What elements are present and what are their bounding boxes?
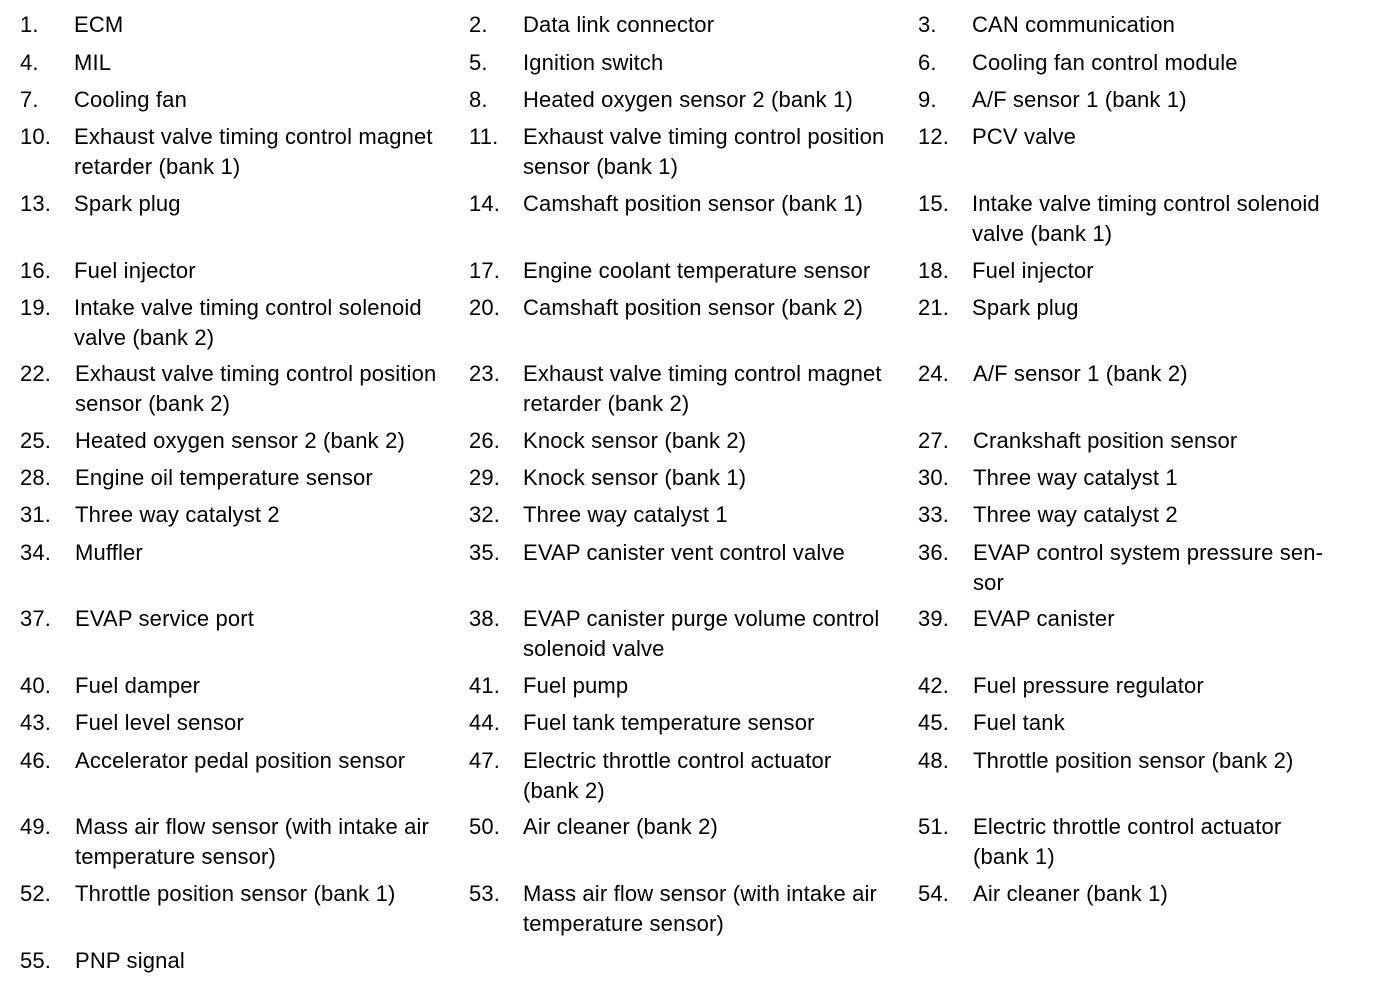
item-number: 19.: [20, 295, 52, 320]
item-number: 28.: [20, 465, 52, 490]
item-number: 6.: [918, 50, 937, 75]
item-label: Knock sensor (bank 1): [523, 465, 747, 490]
item-label: Cooling fan control module: [972, 50, 1238, 75]
item-label: Exhaust valve timing control magnet retarder (bank 1): [74, 124, 433, 179]
item-number: 13.: [20, 191, 52, 216]
item-label: Camshaft position sensor (bank 1): [523, 191, 863, 216]
item-label: Exhaust valve timing control magnet retarder (bank 2): [523, 361, 882, 416]
item-number: 51.: [918, 814, 950, 839]
item-number: 38.: [469, 606, 501, 631]
item-number: 20.: [469, 295, 501, 320]
item-number: 12.: [918, 124, 950, 149]
item-number: 22.: [20, 361, 52, 386]
item-number: 7.: [20, 87, 39, 112]
item-number: 39.: [918, 606, 950, 631]
item-number: 1.: [20, 12, 39, 37]
item-label: EVAP control system pressure sen- sor: [973, 540, 1324, 595]
item-label: Cooling fan: [74, 87, 187, 112]
item-label: Heated oxygen sensor 2 (bank 2): [75, 428, 405, 453]
item-label: Muffler: [75, 540, 143, 565]
item-number: 35.: [469, 540, 501, 565]
item-number: 18.: [918, 258, 950, 283]
item-number: 23.: [469, 361, 501, 386]
item-label: Data link connector: [523, 12, 715, 37]
item-label: Throttle position sensor (bank 2): [973, 748, 1294, 773]
item-label: EVAP service port: [75, 606, 255, 631]
item-label: Spark plug: [74, 191, 181, 216]
item-number: 5.: [469, 50, 488, 75]
item-number: 50.: [469, 814, 501, 839]
item-label: EVAP canister purge volume control solenoid valve: [523, 606, 880, 661]
item-label: Air cleaner (bank 2): [523, 814, 718, 839]
item-label: Three way catalyst 2: [973, 502, 1178, 527]
item-number: 15.: [918, 191, 950, 216]
item-label: Mass air flow sensor (with intake air temperature sensor): [75, 814, 429, 869]
item-label: Fuel tank temperature sensor: [523, 710, 815, 735]
item-number: 53.: [469, 881, 501, 906]
item-number: 10.: [20, 124, 52, 149]
item-label: CAN communication: [972, 12, 1176, 37]
item-label: Crankshaft position sensor: [973, 428, 1238, 453]
item-label: Electric throttle control actuator (bank 1): [973, 814, 1282, 869]
item-number: 17.: [469, 258, 501, 283]
item-label: EVAP canister: [973, 606, 1115, 631]
item-label: Three way catalyst 2: [75, 502, 280, 527]
item-number: 41.: [469, 673, 501, 698]
item-number: 2.: [469, 12, 488, 37]
item-label: Spark plug: [972, 295, 1079, 320]
item-label: Air cleaner (bank 1): [973, 881, 1168, 906]
item-label: Fuel level sensor: [75, 710, 244, 735]
item-label: Fuel injector: [972, 258, 1094, 283]
item-label: Fuel pressure regulator: [973, 673, 1204, 698]
item-label: Camshaft position sensor (bank 2): [523, 295, 863, 320]
item-label: EVAP canister vent control valve: [523, 540, 845, 565]
item-number: 11.: [469, 124, 499, 149]
item-label: Heated oxygen sensor 2 (bank 1): [523, 87, 853, 112]
item-label: PCV valve: [972, 124, 1077, 149]
item-number: 27.: [918, 428, 950, 453]
item-label: Mass air flow sensor (with intake air temperature sensor): [523, 881, 877, 936]
item-number: 49.: [20, 814, 52, 839]
item-number: 47.: [469, 748, 501, 773]
item-label: Intake valve timing control solenoid valve (bank 1): [972, 191, 1320, 246]
item-label: Ignition switch: [523, 50, 664, 75]
item-label: A/F sensor 1 (bank 2): [973, 361, 1188, 386]
item-label: Throttle position sensor (bank 1): [75, 881, 396, 906]
item-label: A/F sensor 1 (bank 1): [972, 87, 1187, 112]
item-label: Intake valve timing control solenoid valve (bank 2): [74, 295, 422, 350]
item-number: 48.: [918, 748, 950, 773]
item-number: 45.: [918, 710, 950, 735]
item-label: Fuel damper: [75, 673, 201, 698]
item-label: Electric throttle control actuator (bank 2): [523, 748, 832, 803]
item-number: 9.: [918, 87, 937, 112]
item-label: Three way catalyst 1: [523, 502, 728, 527]
item-label: Exhaust valve timing control position sensor (bank 2): [75, 361, 437, 416]
item-number: 40.: [20, 673, 52, 698]
item-number: 46.: [20, 748, 52, 773]
item-label: Engine oil temperature sensor: [75, 465, 373, 490]
item-number: 42.: [918, 673, 950, 698]
item-number: 36.: [918, 540, 950, 565]
item-label: MIL: [74, 50, 112, 75]
item-number: 24.: [918, 361, 950, 386]
item-number: 54.: [918, 881, 950, 906]
item-number: 33.: [918, 502, 950, 527]
item-label: Fuel pump: [523, 673, 629, 698]
item-number: 25.: [20, 428, 52, 453]
item-number: 44.: [469, 710, 501, 735]
item-label: ECM: [74, 12, 124, 37]
item-label: Three way catalyst 1: [973, 465, 1178, 490]
item-number: 37.: [20, 606, 52, 631]
item-number: 34.: [20, 540, 52, 565]
item-label: Exhaust valve timing control position sensor (bank 1): [523, 124, 885, 179]
item-number: 26.: [469, 428, 501, 453]
item-label: Knock sensor (bank 2): [523, 428, 747, 453]
item-number: 3.: [918, 12, 937, 37]
item-label: Accelerator pedal position sensor: [75, 748, 406, 773]
item-number: 16.: [20, 258, 52, 283]
item-number: 31.: [20, 502, 52, 527]
item-label: PNP signal: [75, 948, 185, 973]
item-number: 43.: [20, 710, 52, 735]
item-label: Engine coolant temperature sensor: [523, 258, 871, 283]
item-number: 8.: [469, 87, 488, 112]
item-number: 52.: [20, 881, 52, 906]
item-number: 29.: [469, 465, 501, 490]
item-number: 55.: [20, 948, 52, 973]
item-number: 4.: [20, 50, 39, 75]
item-label: Fuel tank: [973, 710, 1065, 735]
item-number: 32.: [469, 502, 501, 527]
item-number: 30.: [918, 465, 950, 490]
item-number: 14.: [469, 191, 501, 216]
item-label: Fuel injector: [74, 258, 196, 283]
item-number: 21.: [918, 295, 950, 320]
